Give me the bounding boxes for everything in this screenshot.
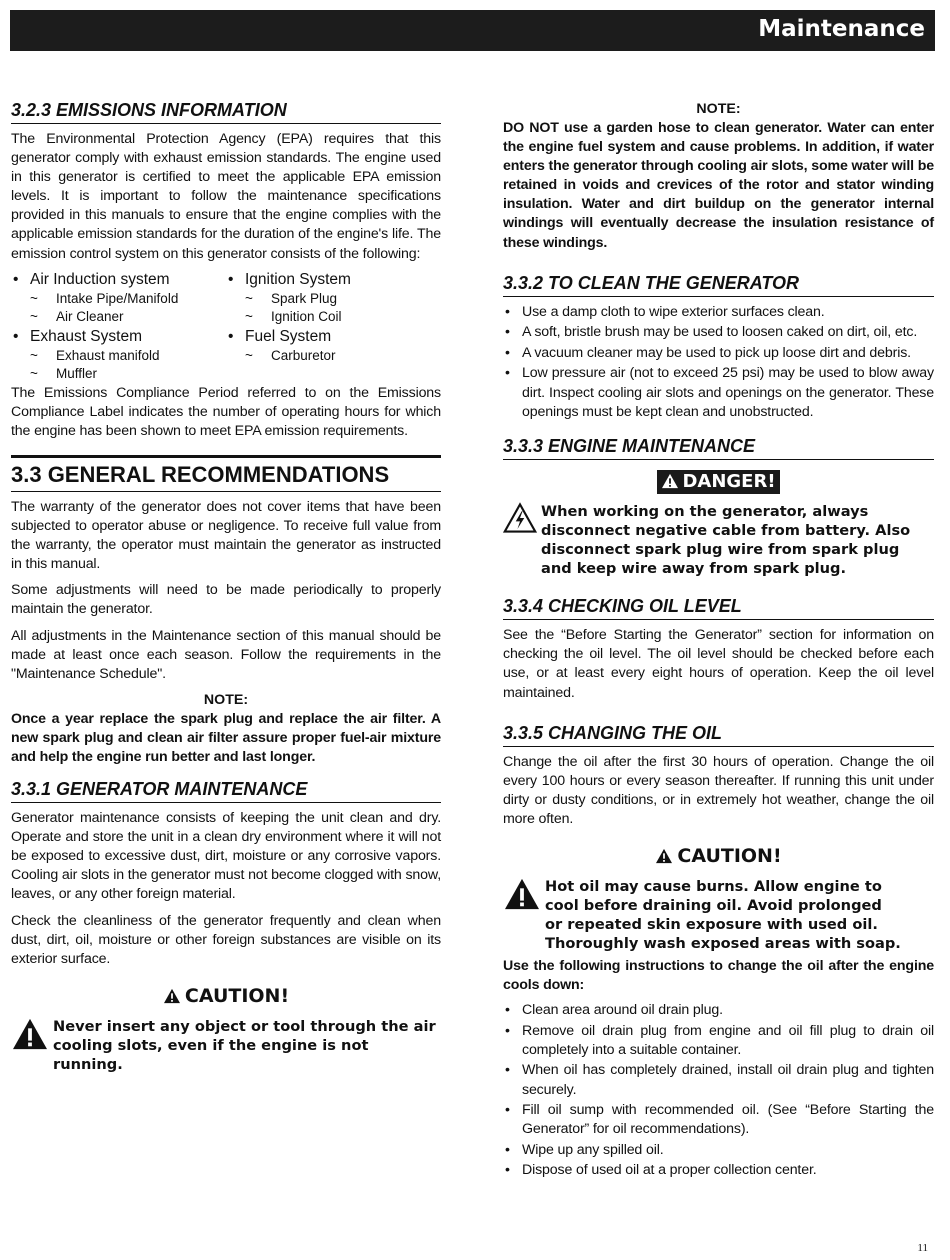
note-title: NOTE: <box>203 691 249 708</box>
list-item: • Fill oil sump with recommended oil. (See “Before Starting the Generator” for oil recommendations). <box>503 1101 934 1139</box>
list-item: • Remove oil drain plug from engine and oil fill plug to drain oil completely into a suitable container. <box>503 1022 934 1060</box>
general-paragraph-3: All adjustments in the Maintenance section of this manual should be made at least once each season. Follow the requirements in the "Maintenance Schedule". <box>11 627 441 682</box>
heading-3-3-4: 3.3.4 CHECKING OIL LEVEL <box>503 596 934 620</box>
general-paragraph-1: The warranty of the generator does not cover items that have been subjected to operator abuse or negligence. To receive full value from the warranty, the operator must maintain the generator as instructed in this manual. <box>11 498 441 573</box>
oil-instructions-intro: Use the following instructions to change the oil after the engine cools down: <box>503 957 934 994</box>
system-item: • Air Induction system <box>11 270 226 290</box>
warning-triangle-icon <box>503 877 541 911</box>
generator-maint-paragraph-2: Check the cleanliness of the generator frequently and clean when dust, dirt, oil, moisture or other foreign substances are visible on its exterior surface. <box>11 912 441 967</box>
system-subitem: ~ Spark Plug <box>226 290 441 309</box>
list-item: • A vacuum cleaner may be used to pick up loose dirt and debris. <box>503 344 934 363</box>
note-text: DO NOT use a garden hose to clean generator. Water can enter the engine fuel system and cause problems. In addition, if water enters the generator through cooling air slots, some water will be retained in voids and crevices of the rotor and stator winding insulation. Water and dirt buildup on the generator internal windings will eventually decrease the insulation resistance of these windings. <box>503 120 934 251</box>
danger-header <box>503 470 934 495</box>
section-title: Maintenance <box>758 16 925 42</box>
generator-maint-paragraph-1: Generator maintenance consists of keeping the unit clean and dry. Operate and store the unit in a clean dry environment where it will not be exposed to excessive dust, dirt, moisture or any corrosive vapors. Cooling air slots in the generator must not become clogged with snow, leaves, or any other foreign material. <box>11 810 441 903</box>
heading-3-3: 3.3 GENERAL RECOMMENDATIONS <box>11 455 441 492</box>
caution-title: CAUTION! <box>677 844 782 867</box>
general-paragraph-2: Some adjustments will need to be made periodically to properly maintain the generator. <box>11 582 441 618</box>
emissions-paragraph-1: The Environmental Protection Agency (EPA) requires that this generator comply with exhaust emission standards. The engine used in this generator is certified to meet the applicable EPA emission levels. It is important to follow the maintenance specifications provided in this manuals to ensure that the engine complies with the applicable emission standards for the duration of the engine's life. The emission control system on this generator consists of the following: <box>11 131 441 262</box>
heading-3-3-3: 3.3.3 ENGINE MAINTENANCE <box>503 436 934 460</box>
note-text: Once a year replace the spark plug and replace the air filter. A new spark plug and clean air filter assure proper fuel-air mixture and help the engine run better and last longer. <box>11 710 441 765</box>
warning-triangle-icon <box>655 848 673 864</box>
emission-systems-list <box>11 270 441 384</box>
list-item: • Dispose of used oil at a proper collection center. <box>503 1161 934 1180</box>
system-subitem: ~ Intake Pipe/Manifold <box>11 290 226 309</box>
caution-message <box>503 877 934 953</box>
system-subitem: ~ Air Cleaner <box>11 308 226 327</box>
caution-title: CAUTION! <box>184 984 290 1007</box>
right-column <box>503 100 934 1182</box>
list-item: • Clean area around oil drain plug. <box>503 1001 934 1020</box>
list-item: • When oil has completely drained, install oil drain plug and tighten securely. <box>503 1061 934 1099</box>
system-item: • Fuel System <box>226 327 441 347</box>
list-item: • Wipe up any spilled oil. <box>503 1141 934 1160</box>
system-subitem: ~ Exhaust manifold <box>11 347 226 366</box>
emission-systems-col-1 <box>11 270 226 384</box>
warning-triangle-icon <box>661 473 679 489</box>
system-item: • Exhaust System <box>11 327 226 347</box>
electric-shock-icon <box>503 502 537 534</box>
warning-triangle-icon <box>163 988 181 1004</box>
system-item: • Ignition System <box>226 270 441 290</box>
list-item: • A soft, bristle brush may be used to loosen caked on dirt, oil, etc. <box>503 323 934 342</box>
danger-message <box>503 502 934 578</box>
oil-level-paragraph: See the “Before Starting the Generator” section for information on checking the oil level. The oil level should be checked before each use, or at least every eight hours of operation. Keep the oil level maintained. <box>503 627 934 701</box>
caution-text: Never insert any object or tool through the air cooling slots, even if the engine is not running. <box>53 1017 436 1073</box>
system-subitem: ~ Carburetor <box>226 347 441 366</box>
note-title: NOTE: <box>696 101 741 117</box>
system-subitem: ~ Muffler <box>11 365 226 384</box>
system-subitem: ~ Ignition Coil <box>226 308 441 327</box>
caution-text: Hot oil may cause burns. Allow engine to cool before draining oil. Avoid prolonged or repeated skin exposure with used oil. Thoroughly wash exposed areas with soap. <box>545 877 901 952</box>
oil-change-list <box>503 1001 934 1180</box>
caution-message <box>11 1017 441 1074</box>
emission-systems-col-2 <box>226 270 441 384</box>
heading-3-3-1: 3.3.1 GENERATOR MAINTENANCE <box>11 779 441 803</box>
danger-title: DANGER! <box>682 470 776 492</box>
emissions-paragraph-2: The Emissions Compliance Period referred to on the Emissions Compliance Label indicates the number of operating hours for which the engine has been shown to meet EPA emission requirements. <box>11 384 441 439</box>
header-bar <box>10 10 935 51</box>
left-column <box>11 100 441 1074</box>
heading-3-3-2: 3.3.2 TO CLEAN THE GENERATOR <box>503 273 934 297</box>
changing-oil-paragraph: Change the oil after the first 30 hours of operation. Change the oil every 100 hours or every season thereafter. If running this unit under dirty or dusty conditions, or in extremely hot weather, change the oil more often. <box>503 753 934 827</box>
list-item: • Low pressure air (not to exceed 25 psi) may be used to blow away dirt. Inspect cooling air slots and openings on the generator. These openings must be kept clean and unobstructed. <box>503 364 934 421</box>
cleaning-list <box>503 303 934 422</box>
warning-triangle-icon <box>11 1017 49 1051</box>
heading-3-2-3: 3.2.3 EMISSIONS INFORMATION <box>11 100 441 124</box>
page-number: 11 <box>917 1242 928 1254</box>
caution-header <box>503 845 934 869</box>
list-item: • Use a damp cloth to wipe exterior surfaces clean. <box>503 303 934 322</box>
danger-text: When working on the generator, always disconnect negative cable from battery. Also disconnect spark plug wire from spark plug and keep wire away from spark plug. <box>541 503 911 578</box>
caution-header <box>11 985 441 1009</box>
heading-3-3-5: 3.3.5 CHANGING THE OIL <box>503 723 934 747</box>
